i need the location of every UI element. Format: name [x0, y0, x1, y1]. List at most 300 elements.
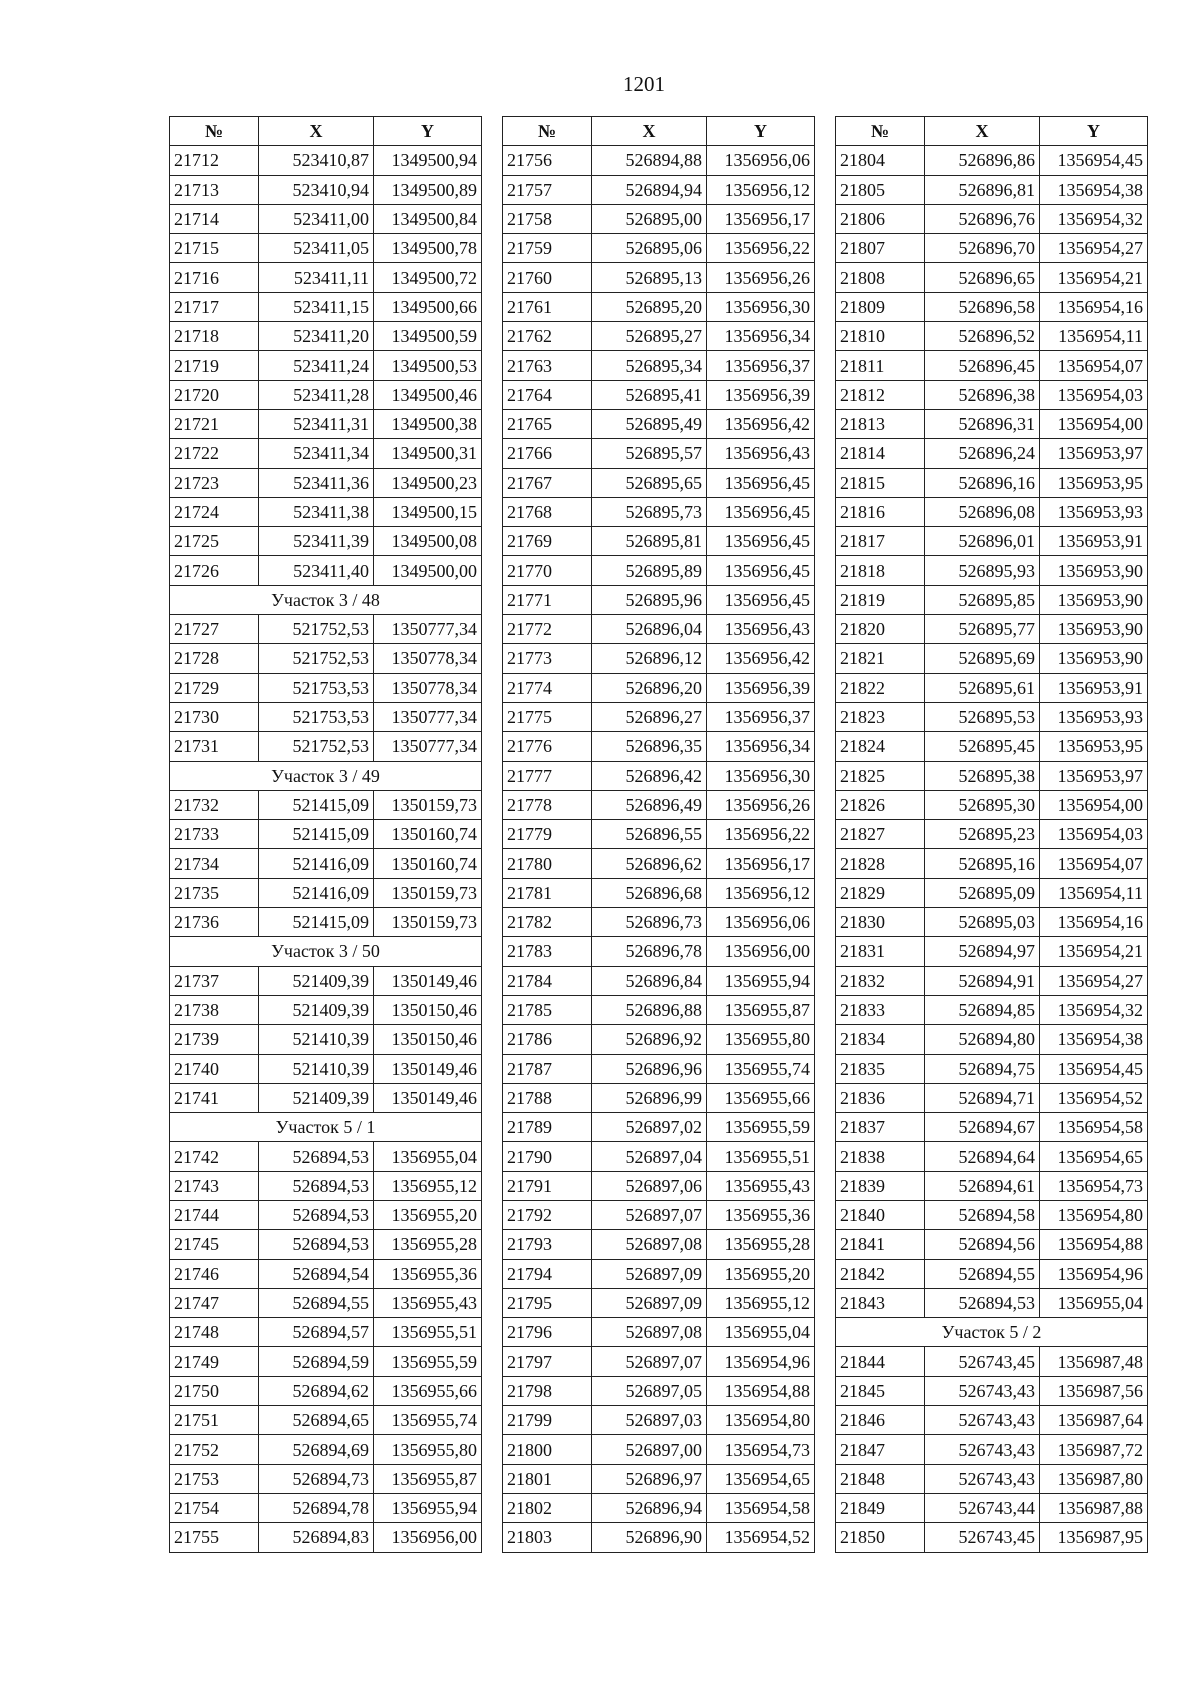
y-coordinate: 1356954,03 — [1040, 820, 1148, 849]
y-coordinate: 1349500,38 — [374, 409, 482, 438]
y-coordinate: 1356956,00 — [374, 1523, 482, 1552]
y-coordinate: 1356956,39 — [707, 380, 815, 409]
x-coordinate: 526896,27 — [592, 702, 707, 731]
table-row — [170, 1435, 482, 1464]
point-number: 21723 — [170, 468, 259, 497]
y-coordinate: 1356953,90 — [1040, 585, 1148, 614]
table-row — [503, 937, 815, 966]
x-coordinate: 526897,09 — [592, 1259, 707, 1288]
point-number: 21737 — [170, 966, 259, 995]
x-coordinate: 523411,05 — [259, 234, 374, 263]
header-y: Y — [374, 117, 482, 146]
point-number: 21718 — [170, 322, 259, 351]
point-number: 21776 — [503, 732, 592, 761]
table-row — [503, 1523, 815, 1552]
y-coordinate: 1356956,22 — [707, 234, 815, 263]
table-row — [170, 908, 482, 937]
x-coordinate: 526896,58 — [925, 292, 1040, 321]
x-coordinate: 526894,53 — [259, 1230, 374, 1259]
point-number: 21759 — [503, 234, 592, 263]
y-coordinate: 1356953,93 — [1040, 702, 1148, 731]
table-row — [503, 732, 815, 761]
y-coordinate: 1356955,12 — [707, 1288, 815, 1317]
point-number: 21757 — [503, 175, 592, 204]
x-coordinate: 526743,44 — [925, 1493, 1040, 1522]
y-coordinate: 1356954,73 — [1040, 1171, 1148, 1200]
y-coordinate: 1356956,06 — [707, 146, 815, 175]
x-coordinate: 521753,53 — [259, 673, 374, 702]
x-coordinate: 521753,53 — [259, 702, 374, 731]
table-row — [836, 1376, 1148, 1405]
x-coordinate: 521752,53 — [259, 644, 374, 673]
x-coordinate: 526895,89 — [592, 556, 707, 585]
x-coordinate: 521415,09 — [259, 790, 374, 819]
y-coordinate: 1356955,94 — [374, 1493, 482, 1522]
y-coordinate: 1349500,72 — [374, 263, 482, 292]
x-coordinate: 521416,09 — [259, 849, 374, 878]
point-number: 21813 — [836, 409, 925, 438]
y-coordinate: 1356953,97 — [1040, 761, 1148, 790]
y-coordinate: 1356955,87 — [374, 1464, 482, 1493]
point-number: 21753 — [170, 1464, 259, 1493]
y-coordinate: 1356954,07 — [1040, 849, 1148, 878]
y-coordinate: 1356956,26 — [707, 263, 815, 292]
header-x: X — [925, 117, 1040, 146]
x-coordinate: 526896,68 — [592, 878, 707, 907]
table-row — [836, 1230, 1148, 1259]
point-number: 21833 — [836, 995, 925, 1024]
page-number: 1201 — [623, 72, 665, 96]
x-coordinate: 526894,88 — [592, 146, 707, 175]
table-row — [836, 1083, 1148, 1112]
x-coordinate: 526896,45 — [925, 351, 1040, 380]
x-coordinate: 526896,24 — [925, 439, 1040, 468]
y-coordinate: 1350778,34 — [374, 644, 482, 673]
y-coordinate: 1356953,90 — [1040, 644, 1148, 673]
table-row — [503, 292, 815, 321]
table-row — [503, 1113, 815, 1142]
table-row — [836, 527, 1148, 556]
table-row — [170, 1230, 482, 1259]
x-coordinate: 521416,09 — [259, 878, 374, 907]
y-coordinate: 1356987,56 — [1040, 1376, 1148, 1405]
point-number: 21821 — [836, 644, 925, 673]
table-row — [503, 1288, 815, 1317]
point-number: 21755 — [170, 1523, 259, 1552]
point-number: 21781 — [503, 878, 592, 907]
table-row — [836, 585, 1148, 614]
point-number: 21784 — [503, 966, 592, 995]
point-number: 21770 — [503, 556, 592, 585]
table-row — [836, 702, 1148, 731]
table-row — [503, 1406, 815, 1435]
point-number: 21798 — [503, 1376, 592, 1405]
point-number: 21714 — [170, 204, 259, 233]
y-coordinate: 1356954,65 — [707, 1464, 815, 1493]
x-coordinate: 526896,62 — [592, 849, 707, 878]
point-number: 21820 — [836, 615, 925, 644]
x-coordinate: 526897,08 — [592, 1230, 707, 1259]
x-coordinate: 521410,39 — [259, 1025, 374, 1054]
y-coordinate: 1350149,46 — [374, 1054, 482, 1083]
y-coordinate: 1356987,72 — [1040, 1435, 1148, 1464]
table-row — [503, 615, 815, 644]
table-row — [836, 615, 1148, 644]
point-number: 21802 — [503, 1493, 592, 1522]
table-row — [503, 966, 815, 995]
point-number: 21799 — [503, 1406, 592, 1435]
point-number: 21761 — [503, 292, 592, 321]
table-row — [503, 1054, 815, 1083]
y-coordinate: 1356955,20 — [707, 1259, 815, 1288]
y-coordinate: 1356954,16 — [1040, 908, 1148, 937]
point-number: 21842 — [836, 1259, 925, 1288]
x-coordinate: 526895,57 — [592, 439, 707, 468]
table-row — [170, 1523, 482, 1552]
y-coordinate: 1356954,65 — [1040, 1142, 1148, 1171]
y-coordinate: 1349500,89 — [374, 175, 482, 204]
point-number: 21741 — [170, 1083, 259, 1112]
x-coordinate: 526894,53 — [925, 1288, 1040, 1317]
table-row — [503, 234, 815, 263]
x-coordinate: 526897,07 — [592, 1347, 707, 1376]
table-row — [836, 234, 1148, 263]
x-coordinate: 526896,20 — [592, 673, 707, 702]
x-coordinate: 526896,12 — [592, 644, 707, 673]
y-coordinate: 1356954,96 — [1040, 1259, 1148, 1288]
point-number: 21817 — [836, 527, 925, 556]
table-row — [170, 204, 482, 233]
y-coordinate: 1349500,66 — [374, 292, 482, 321]
table-row — [836, 995, 1148, 1024]
table-row — [503, 820, 815, 849]
table-row — [503, 1025, 815, 1054]
y-coordinate: 1349500,94 — [374, 146, 482, 175]
point-number: 21780 — [503, 849, 592, 878]
y-coordinate: 1356954,73 — [707, 1435, 815, 1464]
x-coordinate: 526895,73 — [592, 497, 707, 526]
y-coordinate: 1356955,74 — [374, 1406, 482, 1435]
header-x: X — [259, 117, 374, 146]
y-coordinate: 1356954,11 — [1040, 322, 1148, 351]
table-row — [170, 1318, 482, 1347]
table-row — [503, 468, 815, 497]
point-number: 21742 — [170, 1142, 259, 1171]
x-coordinate: 526896,94 — [592, 1493, 707, 1522]
point-number: 21832 — [836, 966, 925, 995]
x-coordinate: 526896,55 — [592, 820, 707, 849]
x-coordinate: 526894,73 — [259, 1464, 374, 1493]
table-row — [170, 1083, 482, 1112]
point-number: 21826 — [836, 790, 925, 819]
x-coordinate: 526895,53 — [925, 702, 1040, 731]
y-coordinate: 1349500,31 — [374, 439, 482, 468]
table-row — [836, 937, 1148, 966]
x-coordinate: 526896,38 — [925, 380, 1040, 409]
x-coordinate: 526894,53 — [259, 1171, 374, 1200]
x-coordinate: 523411,20 — [259, 322, 374, 351]
y-coordinate: 1356954,11 — [1040, 878, 1148, 907]
x-coordinate: 523411,31 — [259, 409, 374, 438]
section-title: Участок 5 / 2 — [836, 1318, 1148, 1347]
table-row — [836, 380, 1148, 409]
x-coordinate: 523410,94 — [259, 175, 374, 204]
point-number: 21712 — [170, 146, 259, 175]
table-row — [170, 175, 482, 204]
y-coordinate: 1350777,34 — [374, 615, 482, 644]
x-coordinate: 526895,81 — [592, 527, 707, 556]
table-row — [503, 1230, 815, 1259]
point-number: 21774 — [503, 673, 592, 702]
table-row — [836, 175, 1148, 204]
y-coordinate: 1356987,48 — [1040, 1347, 1148, 1376]
y-coordinate: 1356955,87 — [707, 995, 815, 1024]
table-row — [503, 175, 815, 204]
x-coordinate: 526895,85 — [925, 585, 1040, 614]
point-number: 21829 — [836, 878, 925, 907]
point-number: 21837 — [836, 1113, 925, 1142]
x-coordinate: 526743,45 — [925, 1347, 1040, 1376]
x-coordinate: 521415,09 — [259, 820, 374, 849]
x-coordinate: 526896,96 — [592, 1054, 707, 1083]
table-row — [836, 908, 1148, 937]
x-coordinate: 526897,05 — [592, 1376, 707, 1405]
y-coordinate: 1356954,21 — [1040, 937, 1148, 966]
y-coordinate: 1356956,34 — [707, 732, 815, 761]
point-number: 21788 — [503, 1083, 592, 1112]
x-coordinate: 526894,78 — [259, 1493, 374, 1522]
y-coordinate: 1356956,00 — [707, 937, 815, 966]
table-row — [836, 263, 1148, 292]
y-coordinate: 1356954,52 — [1040, 1083, 1148, 1112]
x-coordinate: 526896,84 — [592, 966, 707, 995]
point-number: 21745 — [170, 1230, 259, 1259]
point-number: 21771 — [503, 585, 592, 614]
table-row — [503, 673, 815, 702]
table-row — [170, 1171, 482, 1200]
table-row — [503, 1200, 815, 1229]
point-number: 21726 — [170, 556, 259, 585]
x-coordinate: 521409,39 — [259, 995, 374, 1024]
y-coordinate: 1356955,43 — [707, 1171, 815, 1200]
table-row — [170, 702, 482, 731]
y-coordinate: 1356955,04 — [374, 1142, 482, 1171]
point-number: 21772 — [503, 615, 592, 644]
table-row — [503, 1142, 815, 1171]
y-coordinate: 1356953,91 — [1040, 673, 1148, 702]
y-coordinate: 1356956,45 — [707, 585, 815, 614]
point-number: 21765 — [503, 409, 592, 438]
point-number: 21791 — [503, 1171, 592, 1200]
x-coordinate: 521752,53 — [259, 732, 374, 761]
table-row — [503, 644, 815, 673]
header-num: № — [836, 117, 925, 146]
y-coordinate: 1356956,42 — [707, 409, 815, 438]
x-coordinate: 526743,43 — [925, 1435, 1040, 1464]
table-row — [503, 878, 815, 907]
point-number: 21734 — [170, 849, 259, 878]
point-number: 21803 — [503, 1523, 592, 1552]
y-coordinate: 1356955,74 — [707, 1054, 815, 1083]
table-row — [836, 497, 1148, 526]
point-number: 21749 — [170, 1347, 259, 1376]
x-coordinate: 526895,49 — [592, 409, 707, 438]
y-coordinate: 1356953,93 — [1040, 497, 1148, 526]
x-coordinate: 526895,00 — [592, 204, 707, 233]
x-coordinate: 521410,39 — [259, 1054, 374, 1083]
table-row — [170, 439, 482, 468]
table-row — [836, 966, 1148, 995]
x-coordinate: 523411,11 — [259, 263, 374, 292]
header-num: № — [170, 117, 259, 146]
y-coordinate: 1350777,34 — [374, 732, 482, 761]
y-coordinate: 1356956,34 — [707, 322, 815, 351]
table-row — [170, 468, 482, 497]
point-number: 21808 — [836, 263, 925, 292]
point-number: 21806 — [836, 204, 925, 233]
x-coordinate: 526894,94 — [592, 175, 707, 204]
x-coordinate: 526895,93 — [925, 556, 1040, 585]
y-coordinate: 1349500,53 — [374, 351, 482, 380]
point-number: 21790 — [503, 1142, 592, 1171]
x-coordinate: 523411,38 — [259, 497, 374, 526]
table-row — [836, 1259, 1148, 1288]
header-num: № — [503, 117, 592, 146]
table-row — [836, 1142, 1148, 1171]
point-number: 21775 — [503, 702, 592, 731]
point-number: 21778 — [503, 790, 592, 819]
x-coordinate: 526895,34 — [592, 351, 707, 380]
point-number: 21767 — [503, 468, 592, 497]
point-number: 21744 — [170, 1200, 259, 1229]
point-number: 21732 — [170, 790, 259, 819]
table-row — [503, 439, 815, 468]
point-number: 21840 — [836, 1200, 925, 1229]
table-row — [503, 761, 815, 790]
x-coordinate: 526896,70 — [925, 234, 1040, 263]
y-coordinate: 1356955,80 — [374, 1435, 482, 1464]
point-number: 21838 — [836, 1142, 925, 1171]
point-number: 21750 — [170, 1376, 259, 1405]
point-number: 21824 — [836, 732, 925, 761]
table-row — [836, 1171, 1148, 1200]
y-coordinate: 1356955,43 — [374, 1288, 482, 1317]
table-row — [503, 1347, 815, 1376]
table-row — [170, 1025, 482, 1054]
x-coordinate: 526894,91 — [925, 966, 1040, 995]
section-title: Участок 3 / 49 — [170, 761, 482, 790]
point-number: 21850 — [836, 1523, 925, 1552]
point-number: 21733 — [170, 820, 259, 849]
x-coordinate: 526895,41 — [592, 380, 707, 409]
table-row — [836, 468, 1148, 497]
point-number: 21754 — [170, 1493, 259, 1522]
point-number: 21796 — [503, 1318, 592, 1347]
y-coordinate: 1356955,94 — [707, 966, 815, 995]
section-row — [170, 585, 482, 614]
x-coordinate: 521752,53 — [259, 615, 374, 644]
y-coordinate: 1356954,00 — [1040, 409, 1148, 438]
point-number: 21769 — [503, 527, 592, 556]
point-number: 21830 — [836, 908, 925, 937]
y-coordinate: 1356956,45 — [707, 556, 815, 585]
table-row — [170, 1376, 482, 1405]
point-number: 21843 — [836, 1288, 925, 1317]
x-coordinate: 526894,69 — [259, 1435, 374, 1464]
table-row — [836, 351, 1148, 380]
point-number: 21841 — [836, 1230, 925, 1259]
y-coordinate: 1356956,06 — [707, 908, 815, 937]
point-number: 21730 — [170, 702, 259, 731]
point-number: 21797 — [503, 1347, 592, 1376]
table-row — [836, 878, 1148, 907]
point-number: 21720 — [170, 380, 259, 409]
table-row — [836, 732, 1148, 761]
point-number: 21766 — [503, 439, 592, 468]
table-row — [836, 292, 1148, 321]
x-coordinate: 526895,38 — [925, 761, 1040, 790]
point-number: 21801 — [503, 1464, 592, 1493]
y-coordinate: 1356987,95 — [1040, 1523, 1148, 1552]
point-number: 21727 — [170, 615, 259, 644]
point-number: 21839 — [836, 1171, 925, 1200]
y-coordinate: 1356954,80 — [707, 1406, 815, 1435]
x-coordinate: 526894,59 — [259, 1347, 374, 1376]
section-title: Участок 3 / 50 — [170, 937, 482, 966]
point-number: 21818 — [836, 556, 925, 585]
y-coordinate: 1356954,03 — [1040, 380, 1148, 409]
y-coordinate: 1350149,46 — [374, 966, 482, 995]
x-coordinate: 526896,97 — [592, 1464, 707, 1493]
point-number: 21787 — [503, 1054, 592, 1083]
y-coordinate: 1356954,07 — [1040, 351, 1148, 380]
y-coordinate: 1350150,46 — [374, 995, 482, 1024]
y-coordinate: 1356953,95 — [1040, 468, 1148, 497]
point-number: 21819 — [836, 585, 925, 614]
x-coordinate: 526895,13 — [592, 263, 707, 292]
y-coordinate: 1356955,04 — [1040, 1288, 1148, 1317]
x-coordinate: 526894,54 — [259, 1259, 374, 1288]
point-number: 21800 — [503, 1435, 592, 1464]
x-coordinate: 526895,45 — [925, 732, 1040, 761]
y-coordinate: 1356956,17 — [707, 204, 815, 233]
y-coordinate: 1356955,51 — [374, 1318, 482, 1347]
table-row — [170, 380, 482, 409]
table-row — [170, 849, 482, 878]
y-coordinate: 1356956,12 — [707, 878, 815, 907]
point-number: 21822 — [836, 673, 925, 702]
table-row — [503, 1259, 815, 1288]
section-row — [836, 1318, 1148, 1347]
x-coordinate: 526743,43 — [925, 1406, 1040, 1435]
x-coordinate: 526896,78 — [592, 937, 707, 966]
x-coordinate: 526894,97 — [925, 937, 1040, 966]
coordinates-table-1 — [169, 116, 482, 1553]
table-row — [836, 556, 1148, 585]
point-number: 21844 — [836, 1347, 925, 1376]
y-coordinate: 1350160,74 — [374, 820, 482, 849]
table-row — [836, 1493, 1148, 1522]
x-coordinate: 526897,02 — [592, 1113, 707, 1142]
point-number: 21764 — [503, 380, 592, 409]
point-number: 21845 — [836, 1376, 925, 1405]
x-coordinate: 526894,53 — [259, 1200, 374, 1229]
x-coordinate: 526895,27 — [592, 322, 707, 351]
y-coordinate: 1356987,64 — [1040, 1406, 1148, 1435]
point-number: 21810 — [836, 322, 925, 351]
point-number: 21847 — [836, 1435, 925, 1464]
y-coordinate: 1356954,16 — [1040, 292, 1148, 321]
